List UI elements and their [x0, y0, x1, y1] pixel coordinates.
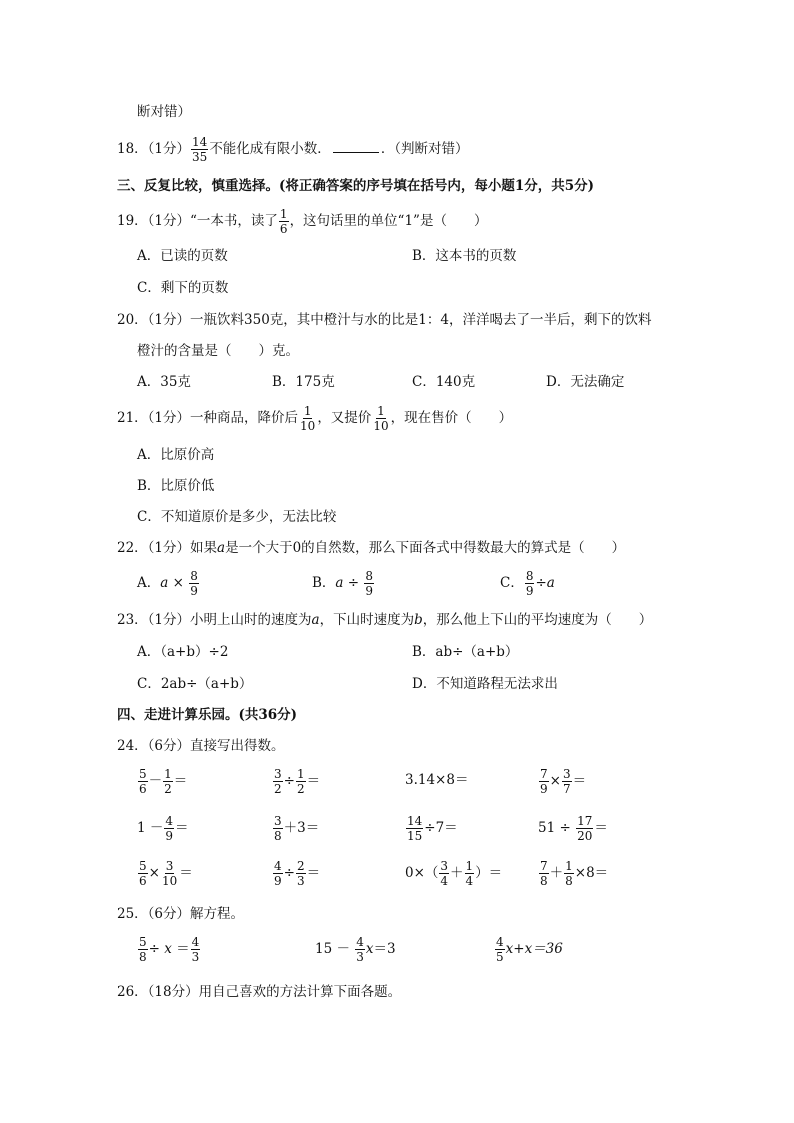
section-3-heading: 三、反复比较，慎重选择。(将正确答案的序号填在括号内，每小题1分，共5分): [117, 178, 595, 194]
q19-option-b[interactable]: B．这本书的页数: [412, 248, 517, 264]
prev-question-tail: 断对错）: [137, 104, 191, 120]
q20-option-d[interactable]: D．无法确定: [546, 374, 625, 390]
question-22: [117, 542, 625, 556]
calc-r1c2: $\frac{3}{2}$ ÷ $\frac{1}{2}$ ＝: [274, 767, 321, 796]
q21-option-a[interactable]: A．比原价高: [137, 447, 215, 463]
q22-head: 22．（1分）如果: [117, 540, 218, 556]
equation-1: $\frac{5}{8}$ ÷ x ＝ $\frac{4}{3}$: [139, 935, 200, 964]
q21-mid: ，又提价: [317, 410, 372, 426]
q20-option-a[interactable]: A．35克: [137, 374, 191, 390]
q22-tail: 是一个大于0的自然数，那么下面各式中得数最大的算式是（ ）: [225, 540, 626, 556]
question-25: 25．（6分）解方程。: [117, 906, 245, 922]
q18-tail: ．（判断对错）: [380, 141, 469, 157]
q20-option-c[interactable]: C．140克: [412, 374, 476, 390]
calc-r3c4: $\frac{7}{8}$ ＋ $\frac{1}{8}$ ×8＝: [540, 859, 609, 888]
equation-3: $\frac{4}{5}$ x+x＝36: [496, 935, 563, 964]
q21-head: 21．（1分）一种商品，降价后: [117, 410, 299, 426]
calc-r3c1: $\frac{5}{6}$ × $\frac{3}{10}$ ＝: [139, 859, 193, 888]
question-23: 23．（1分）小明上山时的速度为a，下山时速度为b，那么他上下山的平均速度为（ ）: [117, 612, 653, 628]
calc-r2c3: $\frac{14}{15}$ ÷7＝: [407, 814, 458, 843]
question-19: [117, 208, 487, 235]
calc-r3c2: $\frac{4}{9}$ ÷ $\frac{2}{3}$ ＝: [274, 859, 321, 888]
question-21: [117, 405, 512, 432]
q21-option-b[interactable]: B．比原价低: [137, 478, 215, 494]
equation-2: 15 － $\frac{4}{3}$ x＝3: [315, 935, 396, 964]
q22-option-c[interactable]: C． $\frac{8}{9}$ ÷a: [500, 569, 555, 598]
q19-fraction: $\frac{1}{6}$: [279, 207, 288, 236]
q21-tail: ，现在售价（ ）: [390, 410, 513, 426]
q22-var: a: [217, 540, 226, 556]
calc-r3c3: 0×（ $\frac{3}{4}$ ＋ $\frac{1}{4}$ ）＝: [405, 859, 503, 888]
question-26: 26．（18分）用自己喜欢的方法计算下面各题。: [117, 984, 402, 1000]
q18-text: 不能化成有限小数．: [209, 141, 331, 157]
q20-option-b[interactable]: B．175克: [272, 374, 335, 390]
calc-r2c4: 51 ÷ $\frac{17}{20}$ ＝: [538, 814, 608, 843]
q19-option-c[interactable]: C．剩下的页数: [137, 280, 229, 296]
calc-r1c4: $\frac{7}{9}$ × $\frac{3}{7}$ ＝: [540, 767, 587, 796]
q22-option-a[interactable]: A．a × $\frac{8}{9}$: [137, 569, 198, 598]
q19-option-a[interactable]: A．已读的页数: [137, 248, 228, 264]
calc-r2c2: $\frac{3}{8}$ ＋3＝: [274, 814, 320, 843]
q23-option-c[interactable]: C．2ab÷（a+b）: [137, 676, 253, 692]
calc-r2c1: 1 － $\frac{4}{9}$ ＝: [137, 814, 189, 843]
question-24: 24．（6分）直接写出得数。: [117, 738, 285, 754]
q23-option-a[interactable]: A．（a+b）÷2: [137, 644, 229, 660]
q20-line-1: 20．（1分）一瓶饮料350克，其中橙汁与水的比是1：4，洋洋喝去了一半后，剩下的饮料: [117, 312, 652, 328]
q23-option-d[interactable]: D．不知道路程无法求出: [412, 676, 558, 692]
q18-answer-blank[interactable]: [333, 141, 379, 153]
q19-tail: ，这句话里的单位“1”是（ ）: [289, 213, 488, 229]
calc-r1c3: 3.14×8＝: [405, 772, 469, 788]
q22-option-b[interactable]: B．a ÷ $\frac{8}{9}$: [312, 569, 374, 598]
q19-head: 19．（1分）“一本书，读了: [117, 213, 278, 229]
q21-fraction-2: $\frac{1}{10}$: [373, 404, 389, 433]
q18-fraction: $\frac{14}{35}$: [192, 135, 208, 164]
q23-option-b[interactable]: B．ab÷（a+b）: [412, 644, 519, 660]
section-4-heading: 四、走进计算乐园。(共36分): [117, 707, 298, 723]
calc-r1c1: $\frac{5}{6}$ － $\frac{1}{2}$ ＝: [139, 767, 188, 796]
q18-head: 18．（1分）: [117, 141, 191, 157]
q21-fraction-1: $\frac{1}{10}$: [300, 404, 316, 433]
question-18: [117, 136, 469, 163]
q20-line-2: 橙汁的含量是（ ）克。: [137, 343, 299, 359]
q21-option-c[interactable]: C．不知道原价是多少，无法比较: [137, 509, 337, 525]
